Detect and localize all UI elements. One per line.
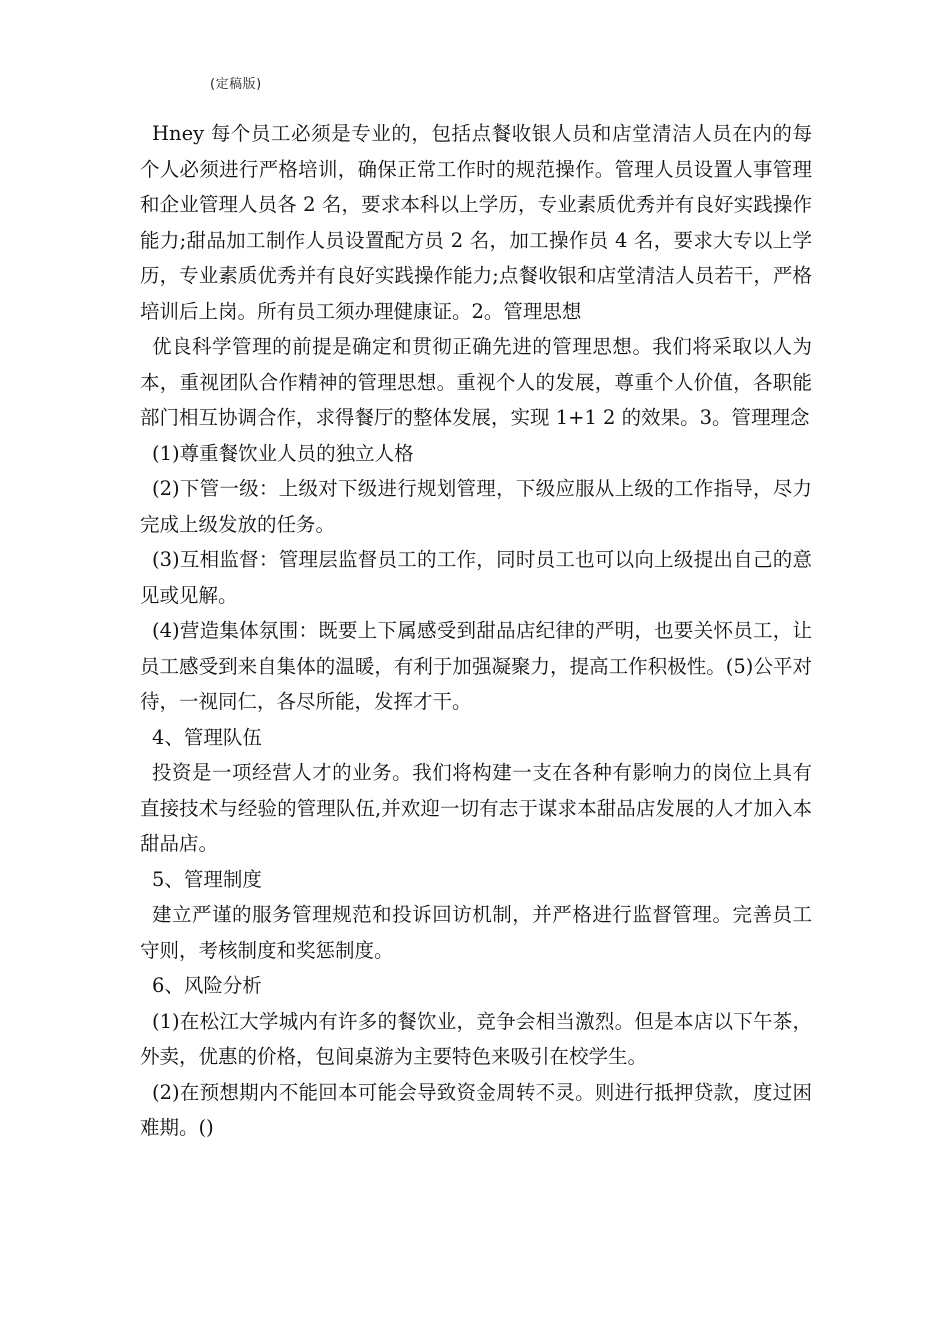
paragraph-concept-3: (3)互相监督：管理层监督员工的工作，同时员工也可以向上级提出自己的意见或见解。 <box>140 548 812 607</box>
paragraph-concept-4-5: (4)营造集体氛围：既要上下属感受到甜品店纪律的严明，也要关怀员工，让员工感受到来自集体的温暖，有利于加强凝聚力，提高工作积极性。(5)公平对待，一视同仁，各尽所能，发挥才干。 <box>140 619 812 713</box>
paragraph-risk-2: (2)在预想期内不能回本可能会导致资金周转不灵。则进行抵押贷款，度过困难期。() <box>140 1080 812 1139</box>
paragraph-concept-2: (2)下管一级：上级对下级进行规划管理，下级应服从上级的工作指导，尽力完成上级发放的任务。 <box>140 477 812 536</box>
paragraph-management-system: 建立严谨的服务管理规范和投诉回访机制，并严格进行监督管理。完善员工守则，考核制度和奖惩制度。 <box>140 903 812 962</box>
paragraph-risk-1: (1)在松江大学城内有许多的餐饮业，竞争会相当激烈。但是本店以下午茶，外卖，优惠的价格，包间桌游为主要特色来吸引在校学生。 <box>140 1009 812 1068</box>
heading-management-system: 5、管理制度 <box>152 867 262 891</box>
paragraph-management-team: 投资是一项经营人才的业务。我们将构建一支在各种有影响力的岗位上具有直接技术与经验的管理队伍,并欢迎一切有志于谋求本甜品店发展的人才加入本甜品店。 <box>140 761 812 855</box>
draft-version-note: (定稿版) <box>210 77 262 92</box>
paragraph-concept-1: (1)尊重餐饮业人员的独立人格 <box>152 441 414 465</box>
heading-management-team: 4、管理队伍 <box>152 725 262 749</box>
paragraph-staff-requirements: Hney 每个员工必须是专业的，包括点餐收银人员和店堂清洁人员在内的每个人必须进行严格培训，确保正常工作时的规范操作。管理人员设置人事管理和企业管理人员各 2 名，要求本科以上学历，专业素质优秀并有良好实践操作能力;甜品加工制作人员设置配方员 2 名，加工操作员 4 名，要求大专以上学历，专业素质优秀并有良好实践操作能力;点餐收银和店堂清洁人员若干，严格培训后上岗。所有员工须办理健康证。2。管理思想 <box>140 122 812 323</box>
paragraph-management-philosophy: 优良科学管理的前提是确定和贯彻正确先进的管理思想。我们将采取以人为本，重视团队合作精神的管理思想。重视个人的发展，尊重个人价值，各职能部门相互协调合作，求得餐厅的整体发展，实现 1+1 2 的效果。3。管理理念 <box>140 335 812 429</box>
heading-risk-analysis: 6、风险分析 <box>152 974 262 997</box>
document-body <box>140 116 812 1146</box>
